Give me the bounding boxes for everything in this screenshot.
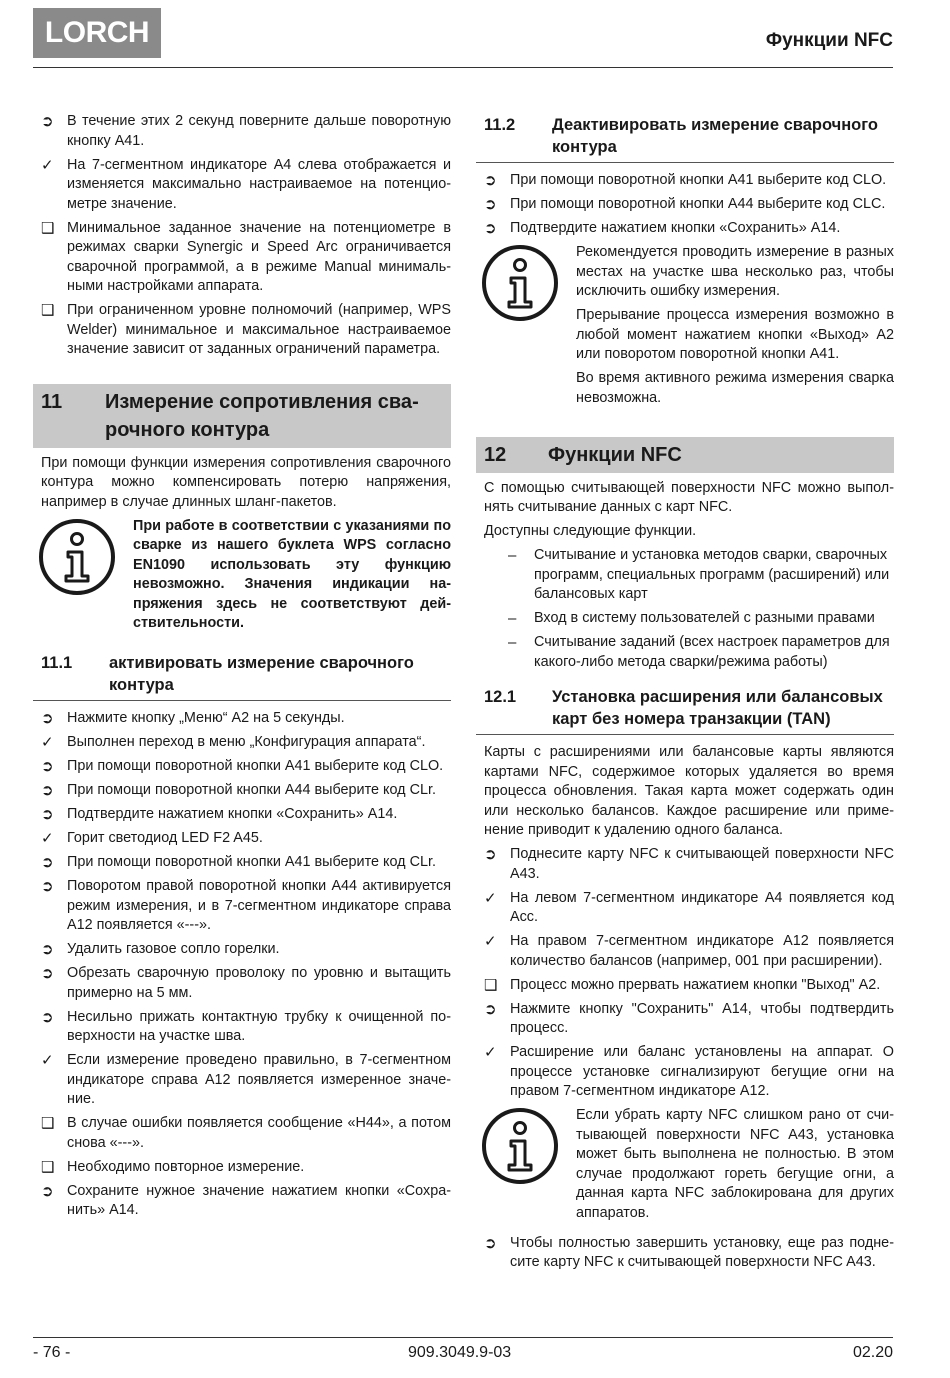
result-check-icon: ✓ (484, 1044, 497, 1061)
result-check-icon: ✓ (41, 734, 54, 751)
list-item: ➲ Поворотом правой поворотной кнопки A44 активируется режим измерения, и в 7-сегментном индикаторе справа A12 появляется «---». (41, 878, 451, 933)
info-note: При работе в соответствии с указаниями по сварке из нашего буклета WPS согласно EN1090 использовать эту функцию невозможно. Значения индикации напряжения здесь не соответствуют действительности. (33, 517, 451, 639)
right-column (476, 114, 894, 1277)
section-12-1-steps (476, 845, 894, 1102)
section-12-1-intro: Карты с расширениями или балансовые карты являются картами NFC, содержимое которых удаляется во время процесса обновления. Такая карта может содержать один или несколько балансов. Каждое расширение или применение приводит к удалению одного баланса. (484, 744, 894, 838)
info-note: Если убрать карту NFC слишком рано от считывающей поверхности NFC A43, установка может быть выполнена не полностью. В этом случае продолжают гореть бегущие огни, а данная карта NFC заблокирована для других аппаратов. (476, 1106, 894, 1228)
document-number: 909.3049.9-03 (408, 1344, 512, 1361)
list-item: ➲ Нажмите кнопку "Сохранить" A14, чтобы подтвердить процесс. (484, 1000, 894, 1036)
info-icon (33, 517, 133, 639)
step-icon: ➲ (484, 196, 497, 213)
list-item: ✓ Выполнен переход в меню „Конфигурация аппарата“. (41, 734, 426, 751)
list-item: ➲ При помощи поворотной кнопки A44 выберите код CLC. (484, 196, 886, 213)
left-column (33, 112, 451, 1225)
info-icon (476, 243, 576, 413)
checkbox-icon: ❑ (41, 1115, 55, 1132)
dash-bullet: – (508, 547, 517, 564)
result-check-icon: ✓ (41, 156, 54, 174)
info-icon (476, 1106, 576, 1228)
list-item: ➲ Удалить газовое сопло горелки. (41, 941, 280, 958)
section-heading-11-1: 11.1 активировать измерение сварочного контура (33, 652, 451, 701)
section-heading-12-1: 12.1 Установка расширения или балансовых карт без номера транзакции (TAN) (476, 686, 894, 735)
list-item: ➲ Чтобы полностью завершить установку, еще раз поднесите карту NFC к считывающей поверхности NFC A43. (484, 1234, 894, 1270)
step-icon: ➲ (41, 941, 54, 958)
page-number: - 76 - (33, 1344, 71, 1361)
section-heading-11-2: 11.2 Деактивировать измерение сварочного контура (476, 114, 894, 163)
list-item: – Вход в систему пользователей с разными правами (508, 610, 875, 627)
list-item: ✓ Расширение или баланс установлены на аппарат. О процессе установке сигнализируют бегущие огни на правом 7-сегментном индикаторе A12. (484, 1044, 894, 1099)
list-item: ✓ На правом 7-сегментном индикаторе A12 появляется количество балансов (например, 001 при расширении). (484, 933, 894, 969)
result-check-icon: ✓ (41, 1052, 54, 1069)
section-12-p2: Доступны следующие функции. (484, 523, 697, 539)
list-item: ➲ При помощи поворотной кнопки A44 выберите код CLr. (41, 782, 436, 799)
section-heading-11: 11 Измерение сопротивления сварочного контура (33, 384, 451, 448)
list-item: ❑ Необходимо повторное измерение. (41, 1158, 305, 1176)
step-icon: ➲ (484, 220, 497, 237)
list-item: ➲ Подтвердите нажатием кнопки «Сохранить» A14. (484, 220, 841, 237)
step-icon: ➲ (41, 854, 54, 871)
list-item: ➲ При помощи поворотной кнопки A41 выберите код CLO. (41, 758, 444, 775)
page-header-title: Функции NFC (765, 30, 893, 51)
step-icon: ➲ (41, 1008, 54, 1026)
result-check-icon: ✓ (484, 933, 497, 950)
section-11-intro: При помощи функции измерения сопротивления сварочного контура можно компенсировать потерю напряжения, например в случае длинных шланг-пакетов. (41, 454, 451, 510)
result-check-icon: ✓ (41, 830, 54, 847)
step-icon: ➲ (484, 172, 497, 189)
list-item: ❑ В случае ошибки появляется сообщение «H44», а потом снова «---». (41, 1115, 451, 1151)
checkbox-icon: ❑ (484, 976, 498, 994)
list-item: ➲ Поднесите карту NFC к считывающей поверхности NFC A43. (484, 846, 894, 882)
list-item: ❑ Минимальное заданное значение на потенциометре в режимах сварки Synergic и Speed Arc ограничивается сварочной программой, а в режиме Manual минимальными настройками аппарата. (41, 219, 451, 294)
step-icon: ➲ (41, 113, 54, 130)
step-icon: ➲ (41, 758, 54, 775)
list-item: ➲ В течение этих 2 секунд поверните дальше поворотную кнопку A41. (41, 113, 451, 149)
step-icon: ➲ (41, 806, 54, 823)
list-item: – Считывание заданий (всех настроек параметров для какого-либо метода сварки/режима работы) (508, 634, 890, 670)
list-item: – Считывание и установка методов сварки, сварочных программ, специальных программ (расширений) или балансовых карт (508, 547, 890, 602)
dash-bullet: – (508, 610, 517, 627)
list-item: ➲ Нажмите кнопку „Меню“ A2 на 5 секунды. (41, 710, 345, 727)
step-icon: ➲ (41, 878, 54, 895)
lorch-logo: LORCH (33, 8, 161, 58)
result-check-icon: ✓ (484, 889, 497, 907)
step-icon: ➲ (41, 710, 54, 727)
step-icon: ➲ (484, 1234, 497, 1252)
step-icon: ➲ (41, 1182, 54, 1200)
list-item: ➲ Подтвердите нажатием кнопки «Сохранить» A14. (41, 806, 398, 823)
step-icon: ➲ (484, 846, 497, 863)
dash-bullet: – (508, 634, 517, 651)
header-rule (33, 67, 893, 68)
list-item: ✓ Горит светодиод LED F2 A45. (41, 830, 263, 847)
checkbox-icon: ❑ (41, 1158, 55, 1176)
footer-rule (33, 1337, 893, 1338)
section-12-p1: С помощью считывающей поверхности NFC можно выполнять считывание данных с карт NFC. (484, 479, 894, 515)
step-icon: ➲ (484, 1000, 497, 1018)
list-item: ✓ Если измерение проведено правильно, в 7-сегментном индикаторе справа A12 появляется измеренное значение. (41, 1052, 451, 1107)
list-item: ➲ При помощи поворотной кнопки A41 выберите код CLO. (484, 172, 887, 189)
step-icon: ➲ (41, 965, 54, 982)
section-heading-12: 12 Функции NFC (476, 437, 894, 473)
section-11-1-steps (33, 709, 451, 1221)
info-note: Рекомендуется проводить измерение в разных местах на участке шва несколько раз, чтобы исключить ошибку измерения. Прерывание процесса измерения возможно в любой момент нажатием кнопки «Выход» A2 или поворотом поворотной кнопки A41. Во время активного режима измерения сварка невозможна. (476, 243, 894, 413)
document-date: 02.20 (852, 1344, 893, 1361)
list-item: ✓ На левом 7-сегментном индикаторе A4 появляется код Acc. (484, 889, 894, 925)
checkbox-icon: ❑ (41, 302, 55, 319)
list-item: ➲ Сохраните нужное значение нажатием кнопки «Сохранить» A14. (41, 1182, 451, 1218)
list-item: ❑ При ограниченном уровне полномочий (например, WPS Welder) минимальное и максимальное настраиваемое значение зависит от заданных ограничений параметра. (41, 302, 451, 357)
step-icon: ➲ (41, 782, 54, 799)
checkbox-icon: ❑ (41, 219, 55, 237)
list-item: ➲ Несильно прижать контактную трубку к очищенной поверхности на участке шва. (41, 1008, 451, 1044)
list-item: ➲ Обрезать сварочную проволоку по уровню и вытащить примерно на 5 мм. (41, 965, 451, 1001)
list-item: ✓ На 7-сегментном индикаторе A4 слева отображается и изменяется максимально настраиваемое на потенциометре значение. (41, 156, 451, 212)
list-item: ➲ При помощи поворотной кнопки A41 выберите код CLr. (41, 854, 436, 871)
list-item: ❑ Процесс можно прервать нажатием кнопки "Выход" A2. (484, 976, 881, 994)
